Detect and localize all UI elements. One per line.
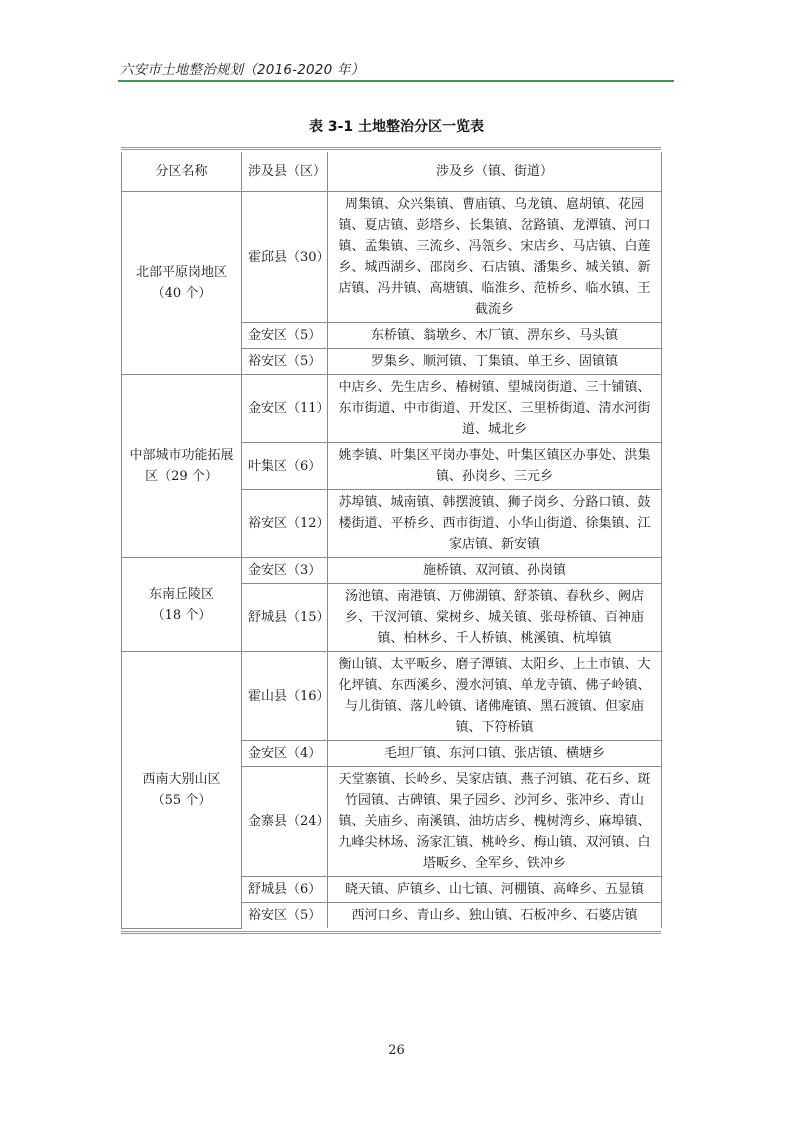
table-bottom-rule [121,929,661,934]
zone-name-cell [122,558,242,652]
table-caption: 表 3-1 土地整治分区一览表 [308,119,485,135]
zone-name: 北部平原岗地区 [135,265,227,280]
towns-cell: 天堂寨镇、长岭乡、吴家店镇、燕子河镇、花石乡、斑竹园镇、古碑镇、果子园乡、沙河乡、张冲乡、青山镇、关庙乡、南溪镇、油坊店乡、槐树湾乡、麻埠镇、九峰尖林场、汤家汇镇、桃岭乡、梅山镇、双河镇、白塔畈乡、全军乡、铁冲乡 [328,767,662,877]
county-cell: 金寨县（24） [242,767,328,877]
zone-name: 西南大别山区 [142,771,221,787]
table-header-row [122,152,662,192]
table-row [122,192,662,323]
zone-name: 东南丘陵区 [148,586,214,602]
table-row [122,558,662,584]
zone-name-cell [122,192,242,375]
towns-cell: 周集镇、众兴集镇、曹庙镇、乌龙镇、扈胡镇、花园镇、夏店镇、彭塔乡、长集镇、岔路镇、龙潭镇、河口镇、孟集镇、三流乡、冯瓴乡、宋店乡、马店镇、白莲乡、城西湖乡、邵岗乡、石店镇、潘集乡、城关镇、新店镇、冯井镇、高塘镇、临淮乡、范桥乡、临水镇、王截流乡 [328,192,662,323]
column-header-zone: 分区名称 [122,152,242,192]
column-header-towns: 涉及乡（镇、街道） [328,152,662,192]
county-cell: 金安区（4） [242,741,328,767]
county-cell: 霍邱县（30） [242,192,328,323]
zone-table-container [121,147,661,934]
towns-cell: 罗集乡、顺河镇、丁集镇、单王乡、固镇镇 [328,349,662,375]
county-cell: 裕安区（12） [242,490,328,558]
zone-table [121,152,662,929]
running-header: 六安市土地整治规划（2016-2020 年） [120,62,365,78]
table-row [122,652,662,741]
table-row [122,375,662,443]
county-cell: 裕安区（5） [242,903,328,929]
column-header-county: 涉及县（区） [242,152,328,192]
zone-name: 中部城市功能拓展区 [129,448,234,484]
towns-cell: 衡山镇、太平畈乡、磨子潭镇、太阳乡、上土市镇、大化坪镇、东西溪乡、漫水河镇、单龙寺镇、佛子岭镇、与儿街镇、落儿岭镇、诸佛庵镇、黑石渡镇、但家庙镇、下符桥镇 [328,652,662,741]
county-cell: 叶集区（6） [242,443,328,490]
towns-cell: 中店乡、先生店乡、椿树镇、望城岗街道、三十铺镇、东市街道、中市街道、开发区、三里桥街道、清水河街道、城北乡 [328,375,662,443]
county-cell: 裕安区（5） [242,349,328,375]
zone-name-cell [122,375,242,558]
county-cell: 金安区（3） [242,558,328,584]
towns-cell: 汤池镇、南港镇、万佛湖镇、舒茶镇、春秋乡、阙店乡、干汊河镇、棠树乡、城关镇、张母桥镇、百神庙镇、柏林乡、千人桥镇、桃溪镇、杭埠镇 [328,584,662,652]
towns-cell: 苏埠镇、城南镇、韩摆渡镇、狮子岗乡、分路口镇、鼓楼街道、平桥乡、西市街道、小华山街道、徐集镇、江家店镇、新安镇 [328,490,662,558]
county-cell: 霍山县（16） [242,652,328,741]
towns-cell: 西河口乡、青山乡、独山镇、石板冲乡、石婆店镇 [328,903,662,929]
towns-cell: 施桥镇、双河镇、孙岗镇 [328,558,662,584]
county-cell: 金安区（11） [242,375,328,443]
towns-cell: 晓天镇、庐镇乡、山七镇、河棚镇、高峰乡、五显镇 [328,877,662,903]
zone-count: （40 个） [151,286,212,301]
zone-count: （29 个） [158,469,218,484]
county-cell: 舒城县（6） [242,877,328,903]
zone-name-cell [122,652,242,929]
towns-cell: 姚李镇、叶集区平岗办事处、叶集区镇区办事处、洪集镇、孙岗乡、三元乡 [328,443,662,490]
towns-cell: 毛坦厂镇、东河口镇、张店镇、横塘乡 [328,741,662,767]
county-cell: 舒城县（15） [242,584,328,652]
zone-count: （55 个） [151,792,212,808]
header-rule [118,80,674,82]
county-cell: 金安区（5） [242,323,328,349]
zone-count: （18 个） [151,607,212,623]
towns-cell: 东桥镇、翁墩乡、木厂镇、淠东乡、马头镇 [328,323,662,349]
page-number: 26 [388,1043,405,1058]
